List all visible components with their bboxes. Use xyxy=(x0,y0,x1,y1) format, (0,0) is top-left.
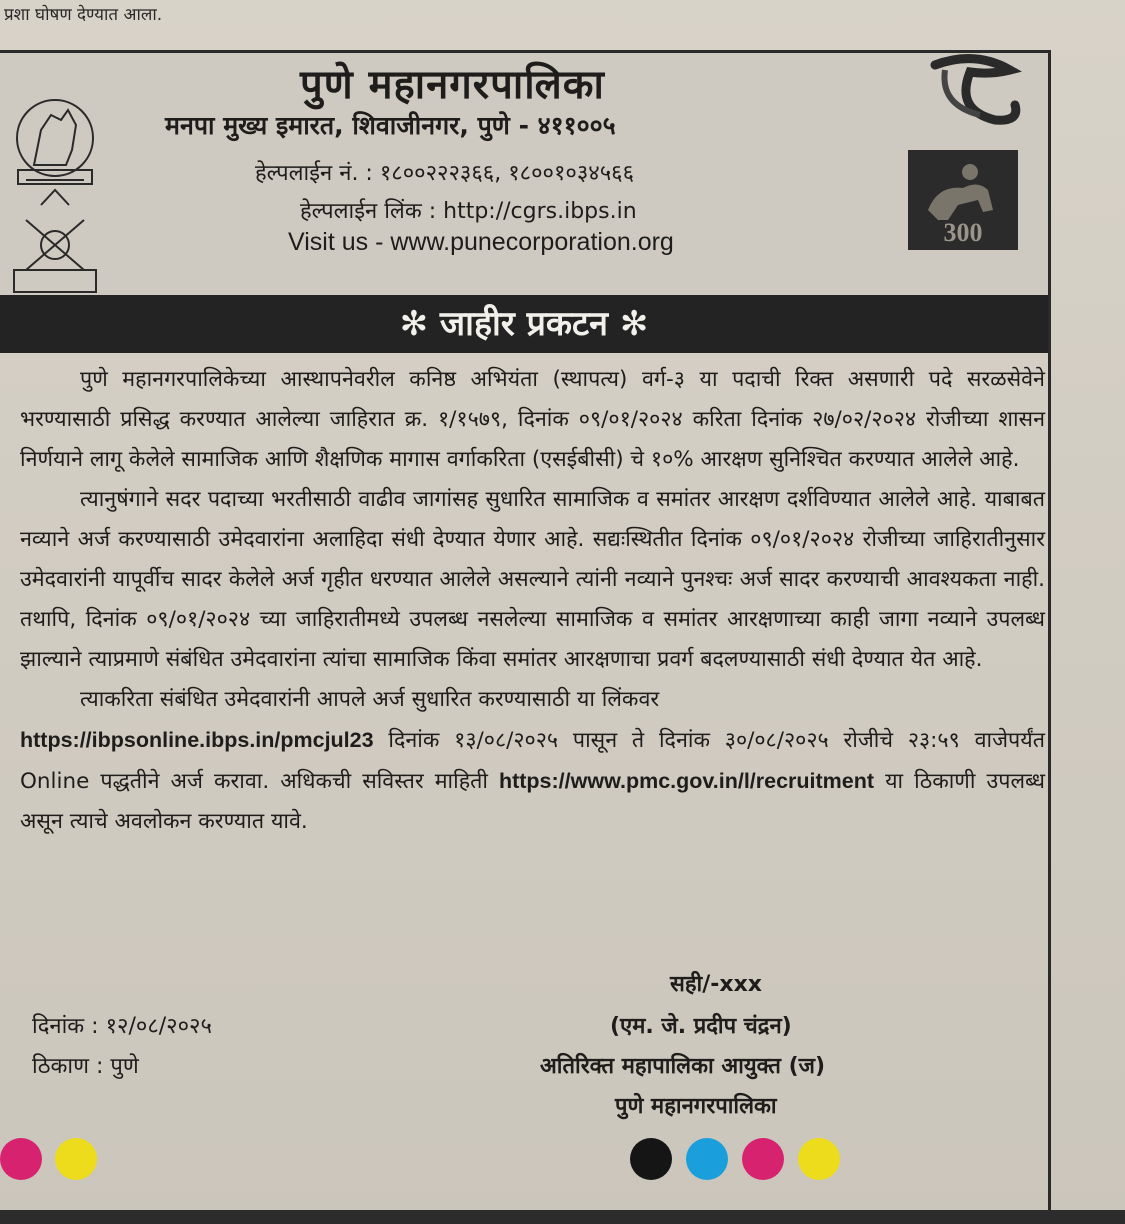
recruitment-link: https://www.pmc.gov.in/l/recruitment xyxy=(498,769,875,793)
magenta-dot-right xyxy=(742,1138,784,1180)
organization-title: पुणे महानगरपालिका xyxy=(300,62,605,108)
helpline-link: हेल्पलाईन लिंक : http://cgrs.ibps.in xyxy=(300,199,637,224)
magenta-dot-left xyxy=(0,1138,42,1180)
notice-body xyxy=(20,360,1045,842)
anniversary-number: 300 xyxy=(943,218,983,247)
paragraph-3-text: त्याकरिता संबंधित उमेदवारांनी आपले अर्ज सुधारित करण्यासाठी या लिंकवर xyxy=(80,687,660,712)
organization-address: मनपा मुख्य इमारत, शिवाजीनगर, पुणे - ४११००५ xyxy=(165,111,616,140)
signatory-name: (एम. जे. प्रदीप चंद्रन) xyxy=(610,1014,792,1039)
pmc-seal-icon xyxy=(6,70,104,300)
cyan-dot xyxy=(686,1138,728,1180)
paragraph-5-text: या ठिकाणी उपलब्ध असून त्याचे अवलोकन करण्यात यावे. xyxy=(20,769,1045,834)
public-notice-banner: ✻ जाहीर प्रकटन ✻ xyxy=(0,295,1048,353)
paragraph-4-text: दिनांक १३/०८/२०२५ पासून ते दिनांक ३०/०८/२०२५ रोजीचे २३:५९ वाजेपर्यंत Online पद्धतीने अर्ज करावा. अधिकची सविस्तर माहिती xyxy=(20,728,1045,794)
signature: सही/-xxx xyxy=(670,972,762,997)
signatory-organization: पुणे महानगरपालिका xyxy=(615,1094,777,1119)
website-link: Visit us - www.punecorporation.org xyxy=(288,228,674,256)
helpline-numbers: हेल्पलाईन नं. : १८००२२२३६६, १८००१०३४५६६ xyxy=(255,161,635,186)
bottom-shadow-bar xyxy=(0,1210,1125,1224)
black-dot xyxy=(630,1138,672,1180)
previous-article-fragment: प्रशा घोषण देण्यात आला. xyxy=(4,5,163,25)
monogram-logo-icon xyxy=(925,50,1025,140)
notice-date: दिनांक : १२/०८/२०२५ xyxy=(32,1014,212,1039)
signature-block xyxy=(20,968,1045,1118)
yellow-dot-right xyxy=(798,1138,840,1180)
paragraph-3 xyxy=(20,680,1045,842)
application-link: https://ibpsonline.ibps.in/pmcjul23 xyxy=(20,728,374,752)
signatory-designation: अतिरिक्त महापालिका आयुक्त (ज) xyxy=(540,1054,825,1079)
notice-place: ठिकाण : पुणे xyxy=(32,1054,139,1079)
anniversary-emblem xyxy=(908,150,1018,250)
yellow-dot-left xyxy=(55,1138,97,1180)
paragraph-2: त्यानुषंगाने सदर पदाच्या भरतीसाठी वाढीव जागांसह सुधारित सामाजिक व समांतर आरक्षण दर्शविण्यात आलेले आहे. याबाबत नव्याने अर्ज करण्यासाठी उमेदवारांना अलाहिदा संधी देण्यात येणार आहे. सद्यःस्थितीत दिनांक ०९/०१/२०२४ रोजीच्या जाहिरातीनुसार उमेदवारांनी यापूर्वीच सादर केलेले अर्ज गृहीत धरण्यात आलेले असल्याने त्यांनी नव्याने पुनश्चः अर्ज सादर करण्याची आवश्यकता नाही. तथापि, दिनांक ०९/०१/२०२४ च्या जाहिरातीमध्ये उपलब्ध नसलेल्या सामाजिक व समांतर आरक्षणाच्या काही जागा नव्याने उपलब्ध झाल्याने त्याप्रमाणे संबंधित उमेदवारांना त्यांचा सामाजिक किंवा समांतर आरक्षणाचा प्रवर्ग बदलण्यासाठी संधी देण्यात येत आहे. xyxy=(20,487,1045,672)
paragraph-1: पुणे महानगरपालिकेच्या आस्थापनेवरील कनिष्ठ अभियंता (स्थापत्य) वर्ग-३ या पदाची रिक्त असणारी पदे सरळसेवेने भरण्यासाठी प्रसिद्ध करण्यात आलेल्या जाहिरात क्र. १/१५७९, दिनांक ०९/०१/२०२४ करिता दिनांक २७/०२/२०२४ रोजीच्या शासन निर्णयाने लागू केलेले सामाजिक आणि शैक्षणिक मागास वर्गाकरिता (एसईबीसी) चे १०% आरक्षण सुनिश्चित करण्यात आलेले आहे. xyxy=(20,367,1045,472)
